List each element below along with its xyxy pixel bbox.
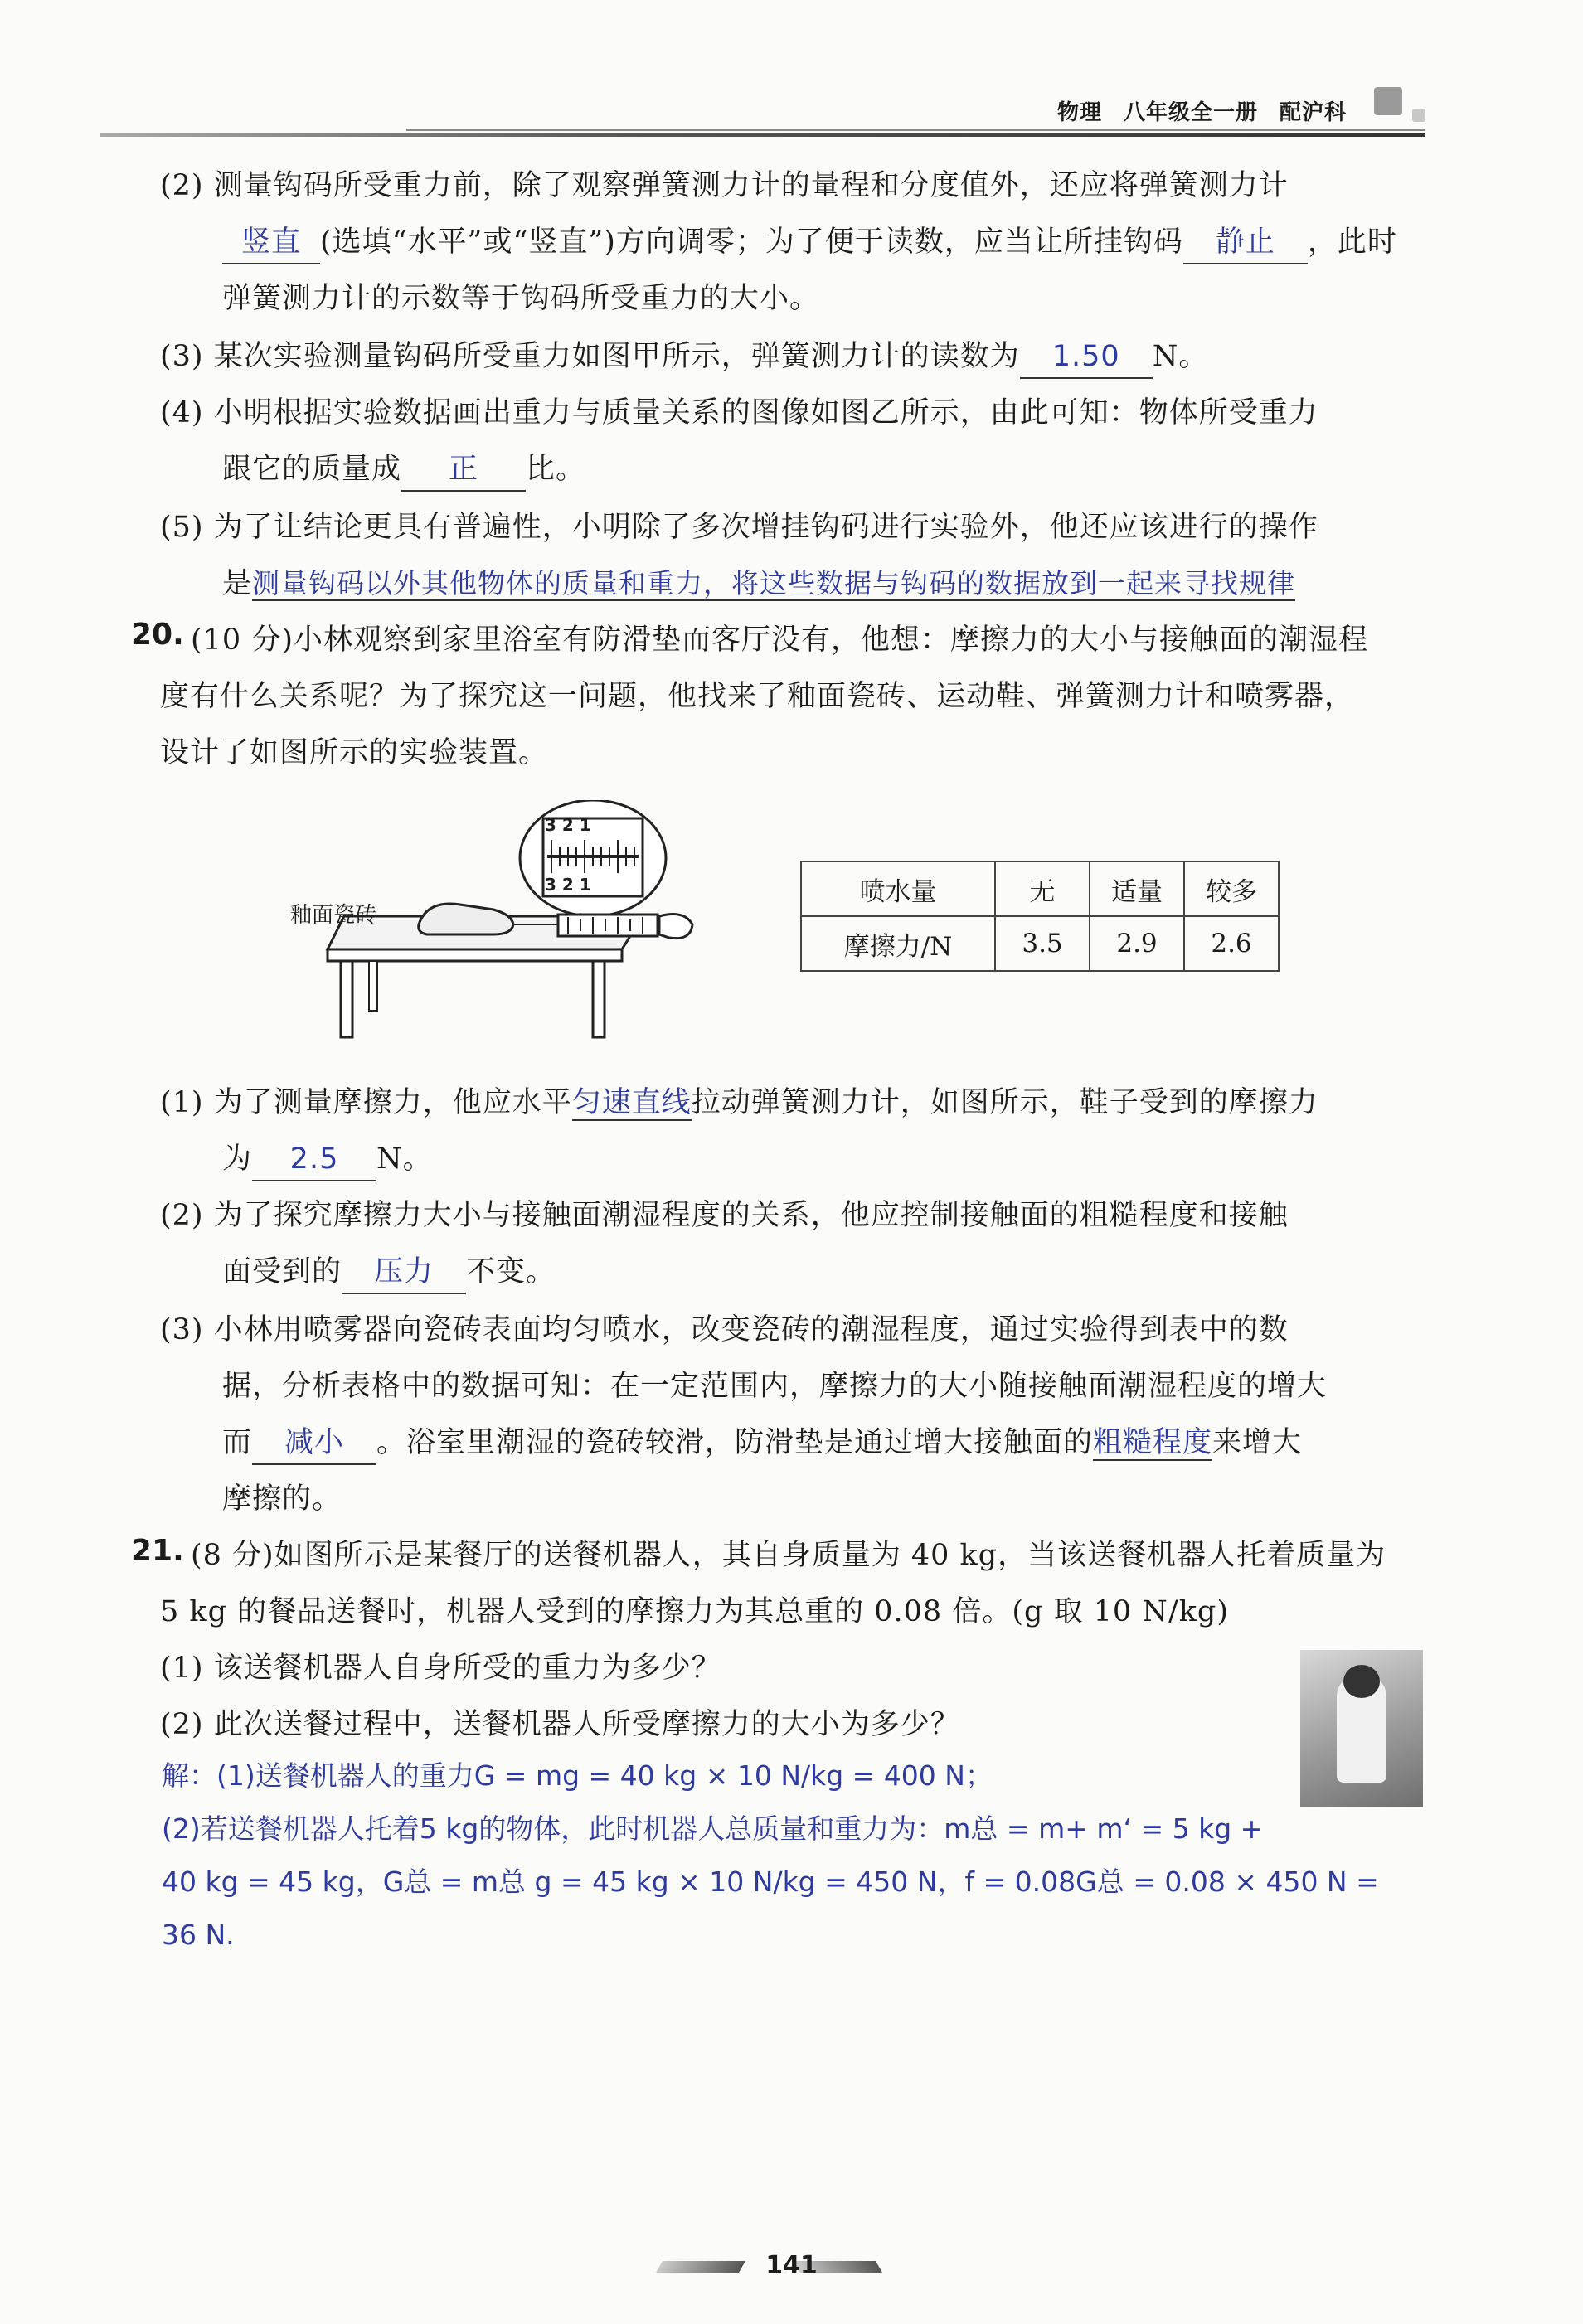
q20-apparatus-figure [290, 800, 767, 1057]
q20-answer-uniform: 匀速直线 [571, 1086, 692, 1119]
page-number: 141 [765, 2251, 818, 2280]
header-edition: 配沪科 [1279, 100, 1347, 125]
robot-photo [1300, 1650, 1423, 1807]
q20-number: 20. [131, 618, 184, 652]
q19-p4-text: 跟它的质量成 [222, 453, 402, 486]
q20-p1-text-b: 拉动弹簧测力计，如图所示，鞋子受到的摩擦力 [691, 1086, 1318, 1119]
q20-line2: 度有什么关系呢？为了探究这一问题，他找来了釉面瓷砖、运动鞋、弹簧测力计和喷雾器， [160, 680, 1355, 713]
header-rule [100, 133, 1425, 137]
header-rule-top [406, 129, 1425, 131]
q20-answer-friction: 2.5 [252, 1138, 376, 1181]
q21-line2: 5 kg 的餐品送餐时，机器人受到的摩擦力为其总重的 0.08 倍。(g 取 10 N/kg) [160, 1595, 1229, 1628]
q20-p2-prefix: 面受到的 [222, 1255, 342, 1288]
table-cell: 3.5 [995, 916, 1090, 971]
table-cell: 摩擦力/N [801, 916, 995, 971]
q20-answer-pressure: 压力 [342, 1251, 466, 1294]
apparatus-drawing [294, 800, 767, 1057]
table-row [801, 861, 1279, 916]
header-subject: 物理 [1056, 100, 1102, 125]
table-cell: 喷水量 [801, 861, 995, 916]
q20-p1-prefix: 为 [222, 1143, 253, 1176]
q21-solution-line2: (2)若送餐机器人托着5 kg的物体，此时机器人总质量和重力为：m总 = m+ m‘ = 5 kg + [162, 1812, 1264, 1845]
page-header [100, 87, 1425, 145]
q20-p1-line1 [160, 1075, 1318, 1131]
q19-p5-line2 [222, 556, 1295, 612]
figure-label-tile: 釉面瓷砖 [290, 903, 377, 928]
scale-labels-bottom: 3 2 1 [545, 875, 591, 895]
q19-answer-reading: 1.50 [1020, 336, 1153, 379]
q21-line1: (8 分)如图所示是某餐厅的送餐机器人，其自身质量为 40 kg，当该送餐机器人托着质量为 [191, 1539, 1386, 1572]
q19-p3-unit: N。 [1152, 340, 1209, 373]
q20-p1-line2 [222, 1131, 433, 1187]
q21-solution-line4: 36 N. [162, 1919, 235, 1951]
scale-labels-top: 3 2 1 [545, 815, 591, 835]
q20-p2-line1: (2) 为了探究摩擦力大小与接触面潮湿程度的关系，他应控制接触面的粗糙程度和接触 [160, 1199, 1289, 1232]
q20-p2-tail: 不变。 [466, 1255, 556, 1288]
q20-line3: 设计了如图所示的实验装置。 [160, 736, 549, 769]
q20-line1: (10 分)小林观察到家里浴室有防滑垫而客厅没有，他想：摩擦力的大小与接触面的潮湿程 [191, 623, 1368, 657]
q19-answer-operation: 测量钩码以外其他物体的质量和重力，将这些数据与钩码的数据放到一起来寻找规律 [252, 567, 1296, 599]
table-cell: 无 [995, 861, 1090, 916]
table-cell: 2.6 [1184, 916, 1279, 971]
q19-answer-vertical: 竖直 [222, 221, 320, 264]
q19-p2-tail: ，此时 [1307, 226, 1397, 259]
q19-answer-static: 静止 [1183, 221, 1308, 264]
q19-p2-line3: 弹簧测力计的示数等于钩码所受重力的大小。 [222, 282, 820, 315]
q19-p5-line1: (5) 为了让结论更具有普遍性，小明除了多次增挂钩码进行实验外，他还应该进行的操作 [160, 511, 1318, 544]
q21-p2: (2) 此次送餐过程中，送餐机器人所受摩擦力的大小为多少？ [160, 1708, 960, 1741]
table-cell: 2.9 [1090, 916, 1184, 971]
q21-solution-line3: 40 kg = 45 kg，G总 = m总 g = 45 kg × 10 N/kg = 450 N，f = 0.08G总 = 0.08 × 450 N = [162, 1866, 1379, 1898]
header-grade: 八年级全一册 [1123, 100, 1258, 125]
q20-data-table [800, 861, 1280, 972]
q19-p4-line1: (4) 小明根据实验数据画出重力与质量关系的图像如图乙所示，由此可知：物体所受重力 [160, 396, 1318, 429]
q19-answer-proportional: 正 [401, 449, 526, 492]
q20-p1-text: (1) 为了测量摩擦力，他应水平 [160, 1086, 572, 1119]
q19-p3-text: (3) 某次实验测量钩码所受重力如图甲所示，弹簧测力计的读数为 [160, 340, 1020, 373]
q19-p4-line2 [222, 441, 585, 497]
q20-p3-line4: 摩擦的。 [222, 1482, 342, 1516]
q19-p4-tail: 比。 [526, 453, 586, 486]
q19-p2-text: (选填“水平”或“竖直”)方向调零；为了便于读数，应当让所挂钩码 [320, 226, 1183, 259]
q20-answer-decrease: 减小 [252, 1422, 376, 1465]
table-row [801, 916, 1279, 971]
header-decor-square [1374, 87, 1402, 115]
q21-solution-line1: 解：(1)送餐机器人的重力G = mg = 40 kg × 10 N/kg = 400 N； [162, 1759, 993, 1792]
table-cell: 较多 [1184, 861, 1279, 916]
q19-p3-line [160, 328, 1208, 385]
q20-p3-prefix: 而 [222, 1426, 253, 1459]
table-cell: 适量 [1090, 861, 1184, 916]
q20-p3-text: 。浴室里潮湿的瓷砖较滑，防滑垫是通过增大接触面的 [376, 1426, 1094, 1459]
q19-p2-line2 [222, 214, 1397, 270]
q20-p1-unit: N。 [376, 1143, 433, 1176]
q20-p3-line1: (3) 小林用喷雾器向瓷砖表面均匀喷水，改变瓷砖的潮湿程度，通过实验得到表中的数 [160, 1313, 1289, 1346]
q21-number: 21. [131, 1534, 184, 1568]
q21-p1: (1) 该送餐机器人自身所受的重力为多少？ [160, 1652, 721, 1685]
q20-p2-line2 [222, 1244, 556, 1300]
header-text [1036, 95, 1347, 126]
q19-p5-prefix: 是 [222, 567, 253, 600]
q19-p2-line1: (2) 测量钩码所受重力前，除了观察弹簧测力计的量程和分度值外，还应将弹簧测力计 [160, 169, 1289, 202]
q20-answer-roughness: 粗糙程度 [1093, 1426, 1213, 1459]
q20-p3-line3 [222, 1414, 1302, 1471]
q20-p3-tail: 来增大 [1212, 1426, 1303, 1459]
q20-p3-line2: 据，分析表格中的数据可知：在一定范围内，摩擦力的大小随接触面潮湿程度的增大 [222, 1370, 1328, 1403]
header-decor-small-square [1412, 109, 1425, 122]
robot-head [1343, 1665, 1380, 1698]
